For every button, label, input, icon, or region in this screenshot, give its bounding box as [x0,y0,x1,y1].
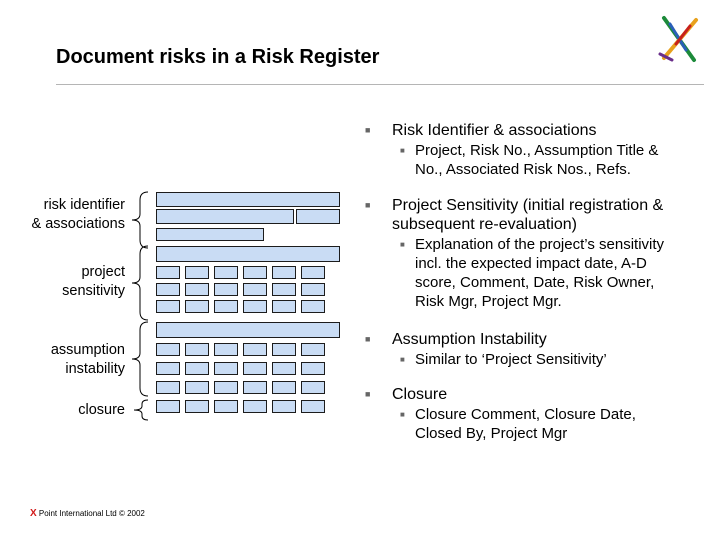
grid-cell [301,343,325,356]
bullet-assumption-instability [365,330,547,349]
grid-cell [301,362,325,375]
grid-cell [214,362,238,375]
label-line: sensitivity [62,283,125,299]
grid-cell [243,283,267,296]
grid-cell [156,362,180,375]
grid-cell [185,266,209,279]
bullet-heading: Risk Identifier & associations [392,122,597,139]
bullet-square-icon: ■ [365,389,371,399]
grid-cell [156,246,340,262]
grid-cell [156,283,180,296]
grid-cell [272,343,296,356]
label-project-sensitivity [10,263,125,301]
grid-cell [185,362,209,375]
grid-cell [156,192,340,207]
label-line: assumption [50,342,125,358]
subbullet-line: Similar to ‘Project Sensitivity’ [415,351,607,368]
grid-cell [156,400,180,413]
label-line: instability [65,361,125,377]
brace-project-sensitivity [128,244,152,322]
subbullet-square-icon: ■ [400,410,405,419]
bullet-heading: Assumption Instability [392,331,547,348]
bullet-heading: Closure [392,386,448,403]
subbullet-line: Risk Mgr, Project Mgr. [415,293,562,310]
footer-copyright [30,508,145,519]
label-risk-identifier [10,196,125,234]
bullet-square-icon: ■ [365,200,371,210]
bullet-closure [365,385,448,404]
grid-cell [296,209,340,224]
grid-cell [156,381,180,394]
subbullet-line: Explanation of the project’s sensitivity [415,236,665,253]
brace-risk-identifier [128,190,152,250]
label-closure: closure [78,402,125,418]
grid-cell [243,400,267,413]
subbullet-line: Closure Comment, Closure Date, [415,406,636,423]
grid-cell [185,343,209,356]
footer-text: Point International Ltd © 2002 [38,509,145,518]
grid-cell [272,266,296,279]
grid-cell [272,300,296,313]
bullet-square-icon: ■ [365,334,371,344]
slide-title: Document risks in a Risk Register [56,46,380,68]
label-line: risk identifier [43,197,125,213]
grid-cell [214,283,238,296]
subbullet-project-sensitivity [400,235,665,311]
grid-cell [272,381,296,394]
label-line: project [81,264,125,280]
grid-cell [301,266,325,279]
grid-cell [301,381,325,394]
grid-cell [243,266,267,279]
bullet-heading: Project Sensitivity (initial registration & [392,197,664,214]
grid-cell [214,300,238,313]
grid-cell [214,343,238,356]
grid-cell [272,362,296,375]
grid-cell [156,322,340,338]
grid-cell [156,266,180,279]
subbullet-square-icon: ■ [400,146,405,155]
bullet-heading: subsequent re-evaluation) [392,216,578,233]
label-assumption-instability [10,341,125,379]
grid-cell [301,400,325,413]
grid-cell [185,400,209,413]
subbullet-closure [400,405,636,443]
subbullet-line: Project, Risk No., Assumption Title & [415,142,659,159]
subbullet-line: incl. the expected impact date, A-D [415,255,647,272]
grid-cell [243,381,267,394]
bullet-risk-identifier [365,121,597,140]
title-divider [56,84,704,85]
subbullet-risk-identifier [400,141,659,179]
grid-cell [243,343,267,356]
bullet-square-icon: ■ [365,125,371,135]
grid-cell [185,283,209,296]
label-line: & associations [31,216,125,232]
footer-x-mark: X [30,508,37,519]
xpoint-logo-icon [656,14,702,64]
bullet-project-sensitivity [365,196,664,234]
grid-cell [272,400,296,413]
grid-cell [243,362,267,375]
subbullet-square-icon: ■ [400,240,405,249]
grid-cell [301,283,325,296]
grid-cell [156,209,294,224]
subbullet-line: score, Comment, Date, Risk Owner, [415,274,655,291]
subbullet-assumption-instability [400,350,607,369]
grid-cell [156,343,180,356]
grid-cell [214,400,238,413]
grid-cell [214,266,238,279]
grid-cell [156,228,264,241]
grid-cell [185,381,209,394]
grid-cell [185,300,209,313]
brace-closure [128,398,152,422]
grid-cell [272,283,296,296]
subbullet-square-icon: ■ [400,355,405,364]
grid-cell [243,300,267,313]
brace-assumption-instability [128,320,152,398]
grid-cell [301,300,325,313]
grid-cell [214,381,238,394]
subbullet-line: Closed By, Project Mgr [415,425,568,442]
subbullet-line: No., Associated Risk Nos., Refs. [415,161,631,178]
grid-cell [156,300,180,313]
